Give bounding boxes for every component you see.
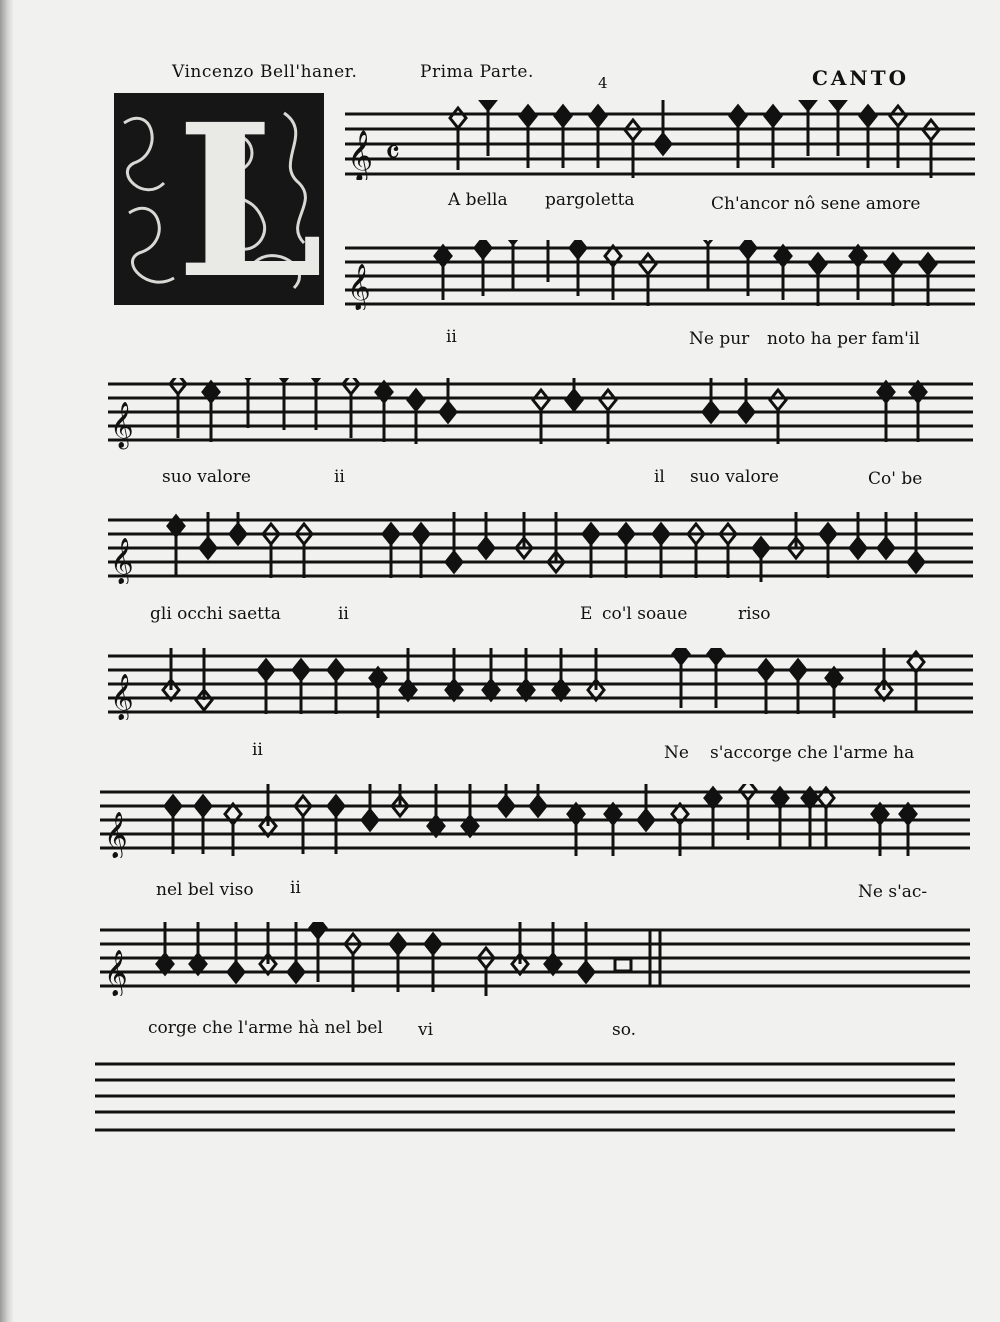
lyric-line-5-c: s'accorge che l'arme ha [710, 743, 915, 763]
lyric-line-7-b: vi [418, 1020, 434, 1040]
lyric-line-5-a: ii [252, 740, 263, 760]
page-binding-edge [0, 0, 14, 1322]
clef-icon: 𝄞 [104, 950, 128, 996]
music-staff-6 [100, 784, 970, 858]
page-number: 4 [598, 74, 609, 92]
clef-icon: 𝄞 [347, 264, 371, 310]
staff-4 [108, 512, 973, 584]
staff-2 [345, 240, 975, 310]
decorated-initial [114, 78, 324, 325]
lyric-line-4-e: riso [738, 604, 771, 624]
music-staff-1 [345, 100, 975, 180]
part-title: Prima Parte. [420, 62, 534, 82]
clef-icon: 𝄞 [347, 130, 374, 180]
voice-part-label: CANTO [812, 66, 910, 90]
music-staff-8 [95, 1060, 955, 1134]
lyric-line-3-d: suo valore [690, 467, 779, 487]
time-signature-icon: 𝄴 [385, 133, 401, 173]
lyric-line-7-c: so. [612, 1020, 637, 1040]
music-staff-7 [100, 922, 970, 996]
initial-letter: L [176, 78, 324, 325]
lyric-line-6-c: Ne s'ac- [858, 882, 928, 902]
music-staff-4 [108, 512, 973, 584]
lyric-line-1-b: pargoletta [545, 190, 635, 210]
staff-8-empty [95, 1060, 955, 1134]
lyric-line-3-b: ii [334, 467, 345, 487]
lyric-line-6-a: nel bel viso [156, 880, 254, 900]
clef-icon: 𝄞 [104, 812, 128, 858]
music-staff-3 [108, 378, 973, 450]
staff-3 [108, 378, 973, 450]
lyric-line-1-c: Ch'ancor nô sene amore [711, 194, 921, 214]
composer-name: Vincenzo Bell'haner. [172, 62, 358, 82]
clef-icon: 𝄞 [110, 674, 134, 720]
staff-6 [100, 784, 970, 858]
lyric-line-2-c: noto ha per fam'il [767, 329, 920, 349]
staff-5 [108, 648, 973, 720]
staff-7 [100, 922, 970, 996]
lyric-line-2-a: ii [446, 327, 457, 347]
music-staff-5 [108, 648, 973, 720]
lyric-line-1-a: A bella [448, 190, 508, 210]
lyric-line-7-a: corge che l'arme hà nel bel [148, 1018, 383, 1038]
lyric-line-4-a: gli occhi saetta [150, 604, 281, 624]
lyric-line-4-d: co'l soaue [602, 604, 688, 624]
lyric-line-6-b: ii [290, 878, 301, 898]
lyric-line-4-b: ii [338, 604, 349, 624]
lyric-line-3-c: il [654, 467, 665, 487]
lyric-line-5-b: Ne [664, 743, 689, 763]
clef-icon: 𝄞 [110, 402, 134, 448]
music-staff-2 [345, 240, 975, 310]
staff-1 [345, 100, 975, 180]
lyric-line-4-c: E [580, 604, 593, 624]
lyric-line-3-e: Co' be [868, 469, 923, 489]
lyric-line-2-b: Ne pur [689, 329, 750, 349]
lyric-line-3-a: suo valore [162, 467, 251, 487]
clef-icon: 𝄞 [110, 538, 134, 584]
